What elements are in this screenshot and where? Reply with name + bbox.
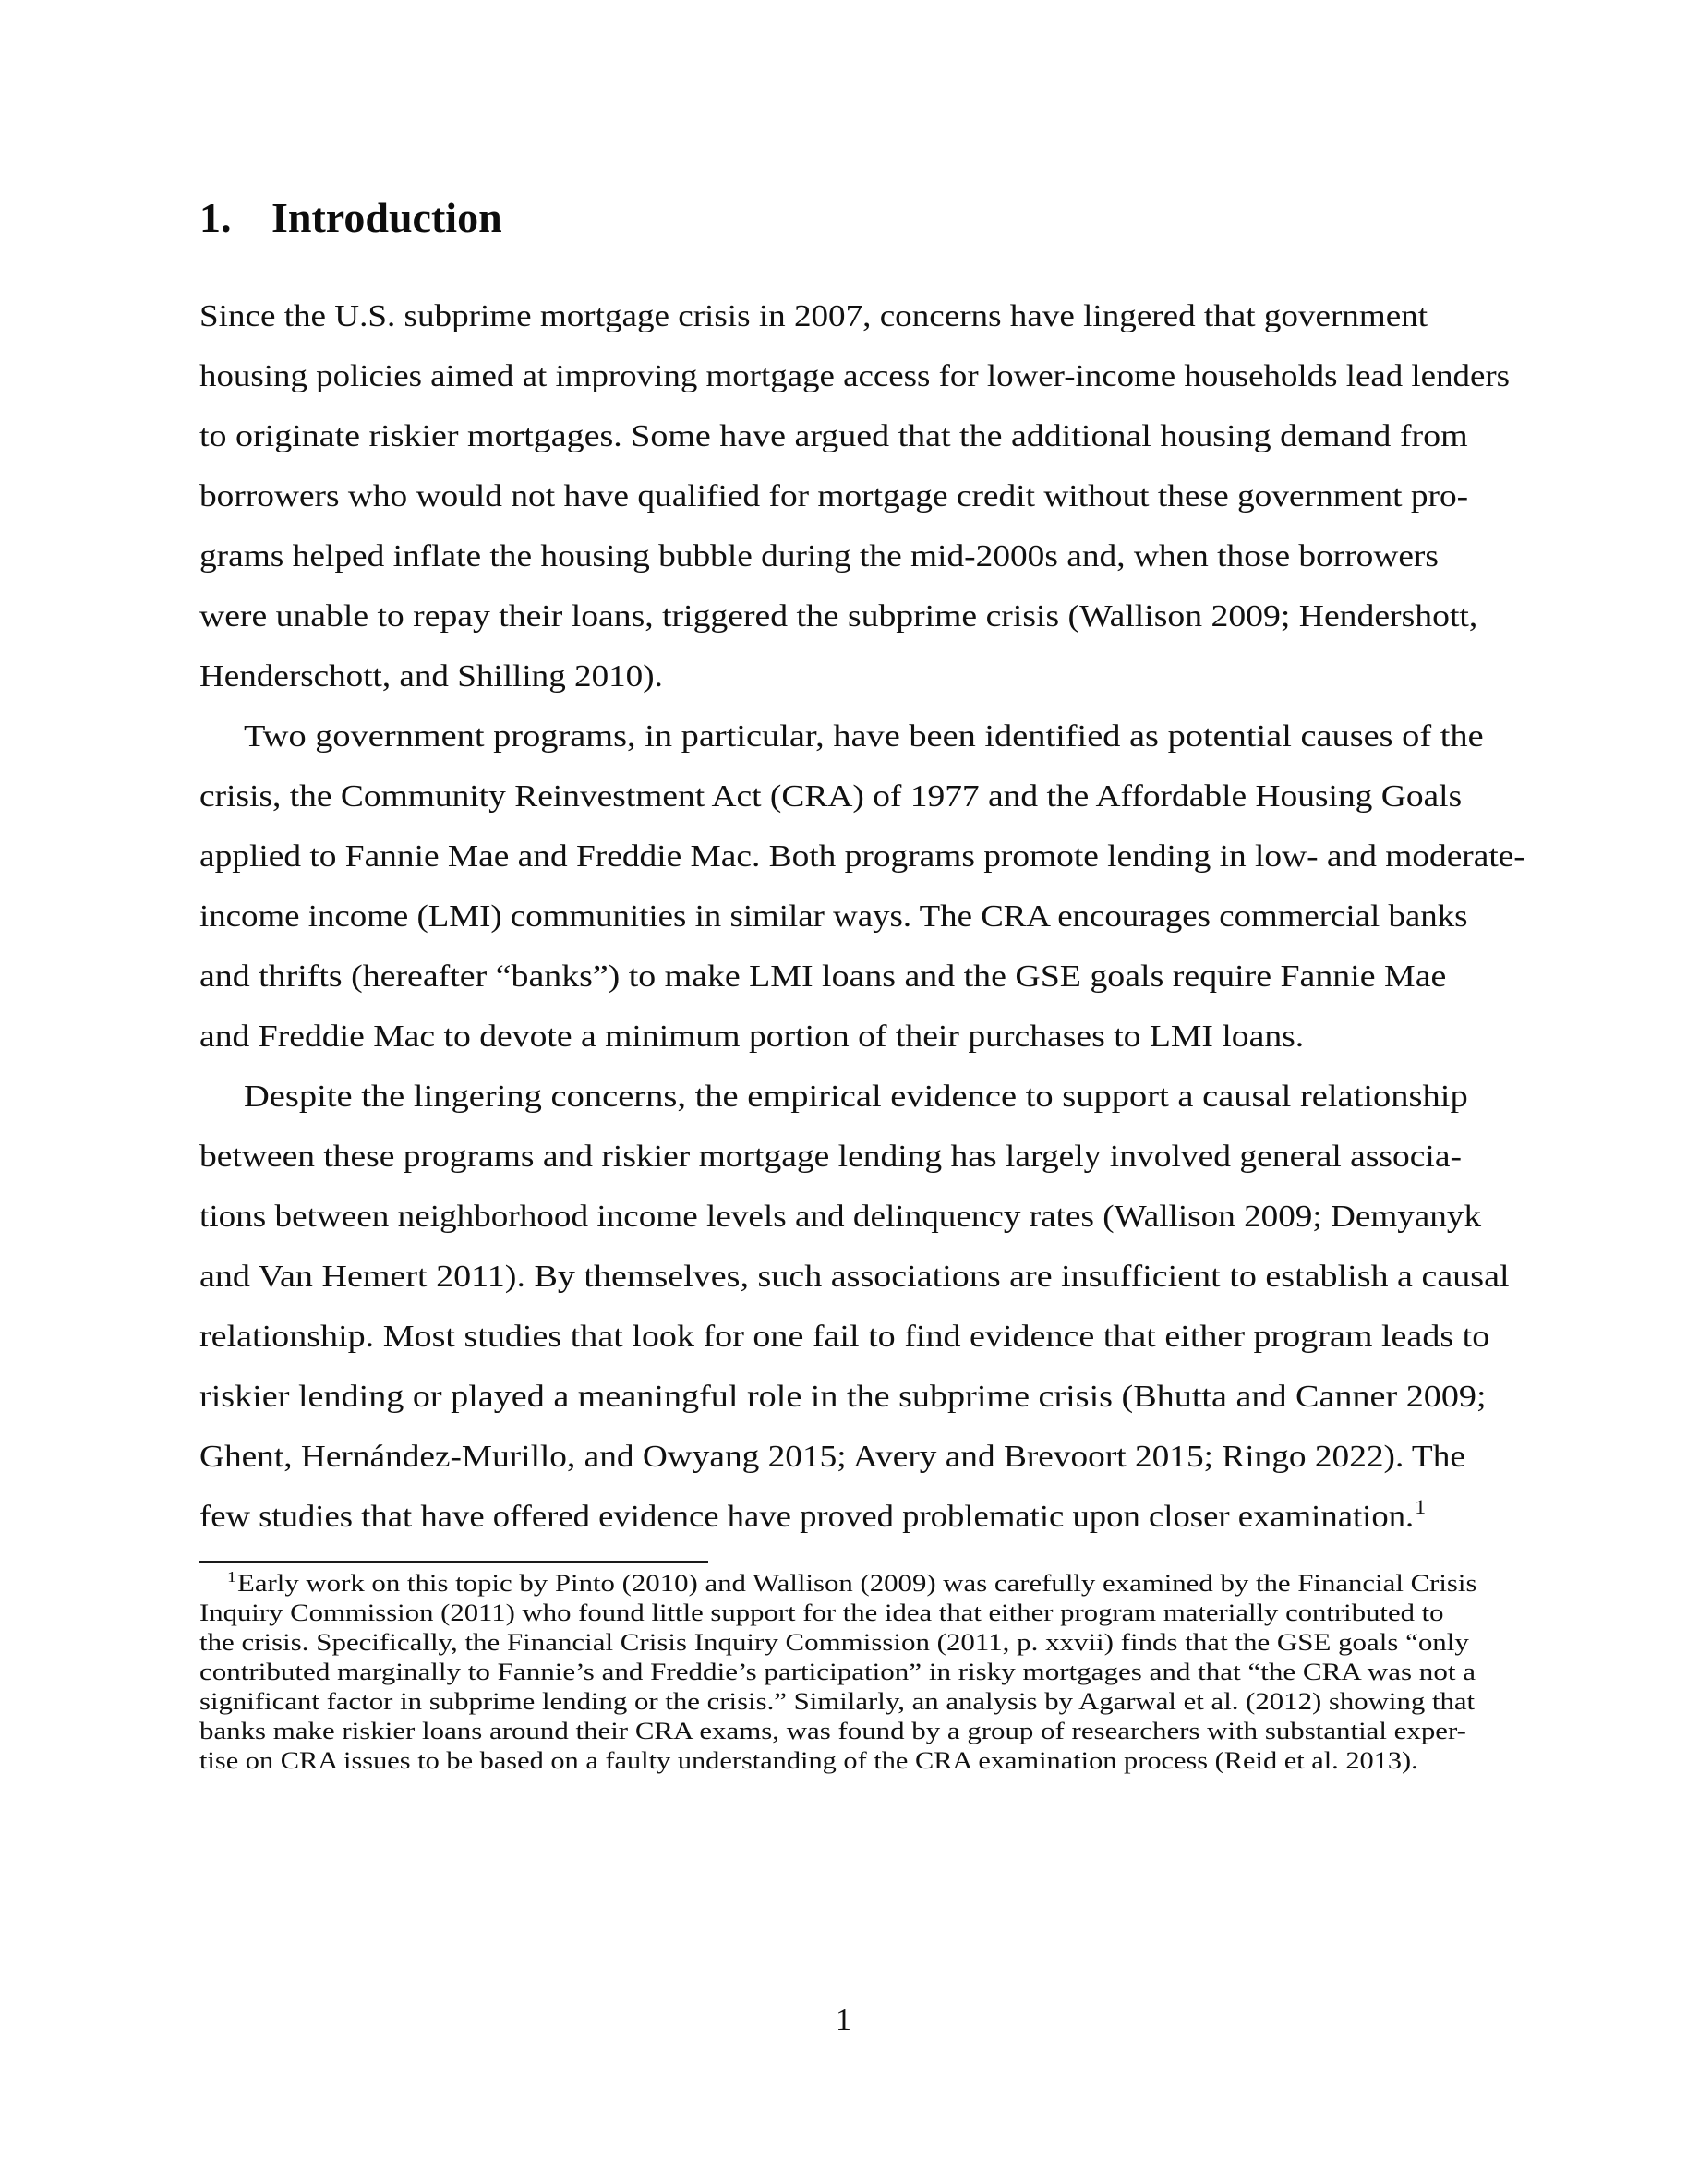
- footnote-line: contributed marginally to Fannie’s and Freddie’s participation” in risky mortgages and that “the CRA was not a: [199, 1658, 1476, 1685]
- footnote-line: significant factor in subprime lending or the crisis.” Similarly, an analysis by Agarwal et al. (2012) showing that: [199, 1687, 1476, 1715]
- body-line: housing policies aimed at improving mortgage access for lower-income households lead lenders: [199, 359, 1511, 393]
- page-number: 1: [836, 2003, 851, 2037]
- body-line: grams helped inflate the housing bubble during the mid-2000s and, when those borrowers: [199, 539, 1439, 573]
- footnote-reference[interactable]: 1: [1415, 1495, 1427, 1518]
- body-line: riskier lending or played a meaningful role in the subprime crisis (Bhutta and Canner 2009;: [199, 1380, 1487, 1414]
- section-number: 1.: [199, 194, 232, 241]
- footnote-line: tise on CRA issues to be based on a faulty understanding of the CRA examination process (Reid et al. 2013).: [199, 1746, 1418, 1774]
- footnote-line: banks make riskier loans around their CRA exams, was found by a group of researchers with substantial exper-: [199, 1717, 1466, 1744]
- body-line: to originate riskier mortgages. Some have argued that the additional housing demand from: [199, 419, 1468, 453]
- footnote-marker: 1: [227, 1568, 236, 1586]
- body-line: and Freddie Mac to devote a minimum portion of their purchases to LMI loans.: [199, 1020, 1305, 1054]
- footnote-line: the crisis. Specifically, the Financial Crisis Inquiry Commission (2011, p. xxvii) finds that the GSE goals “only: [199, 1628, 1469, 1656]
- footnote-text: Early work on this topic by Pinto (2010) and Wallison (2009) was carefully examined by the Financial Crisis: [237, 1569, 1477, 1597]
- body-line: crisis, the Community Reinvestment Act (CRA) of 1977 and the Affordable Housing Goals: [199, 779, 1463, 814]
- body-line: Despite the lingering concerns, the empirical evidence to support a causal relationship: [244, 1080, 1468, 1114]
- footnote-line: Inquiry Commission (2011) who found little support for the idea that either program materially contributed to: [199, 1599, 1444, 1626]
- section-heading: [199, 192, 502, 244]
- body-line: Ghent, Hernández-Murillo, and Owyang 2015; Avery and Brevoort 2015; Ringo 2022). The: [199, 1440, 1465, 1474]
- body-line-text: few studies that have offered evidence have proved problematic upon closer examination.: [199, 1500, 1415, 1534]
- body-line-with-footnote-ref: [199, 1495, 1427, 1538]
- body-line: income income (LMI) communities in similar ways. The CRA encourages commercial banks: [199, 899, 1468, 934]
- body-line: Two government programs, in particular, have been identified as potential causes of the: [244, 719, 1484, 754]
- footnote-line: [227, 1568, 1476, 1601]
- body-line: between these programs and riskier mortgage lending has largely involved general associa-: [199, 1140, 1463, 1174]
- body-line: Since the U.S. subprime mortgage crisis in 2007, concerns have lingered that government: [199, 299, 1428, 333]
- body-line: Henderschott, and Shilling 2010).: [199, 659, 663, 694]
- section-title: Introduction: [271, 194, 502, 241]
- body-line: were unable to repay their loans, triggered the subprime crisis (Wallison 2009; Hendershott,: [199, 599, 1478, 633]
- body-line: and Van Hemert 2011). By themselves, such associations are insufficient to establish a causal: [199, 1260, 1510, 1294]
- body-line: and thrifts (hereafter “banks”) to make LMI loans and the GSE goals require Fannie Mae: [199, 959, 1447, 994]
- body-line: applied to Fannie Mae and Freddie Mac. Both programs promote lending in low- and moderate-: [199, 839, 1525, 874]
- body-line: borrowers who would not have qualified for mortgage credit without these government pro-: [199, 479, 1469, 513]
- body-line: tions between neighborhood income levels and delinquency rates (Wallison 2009; Demyanyk: [199, 1200, 1482, 1234]
- footnote-divider: [199, 1561, 708, 1563]
- body-line: relationship. Most studies that look for one fail to find evidence that either program leads to: [199, 1320, 1490, 1354]
